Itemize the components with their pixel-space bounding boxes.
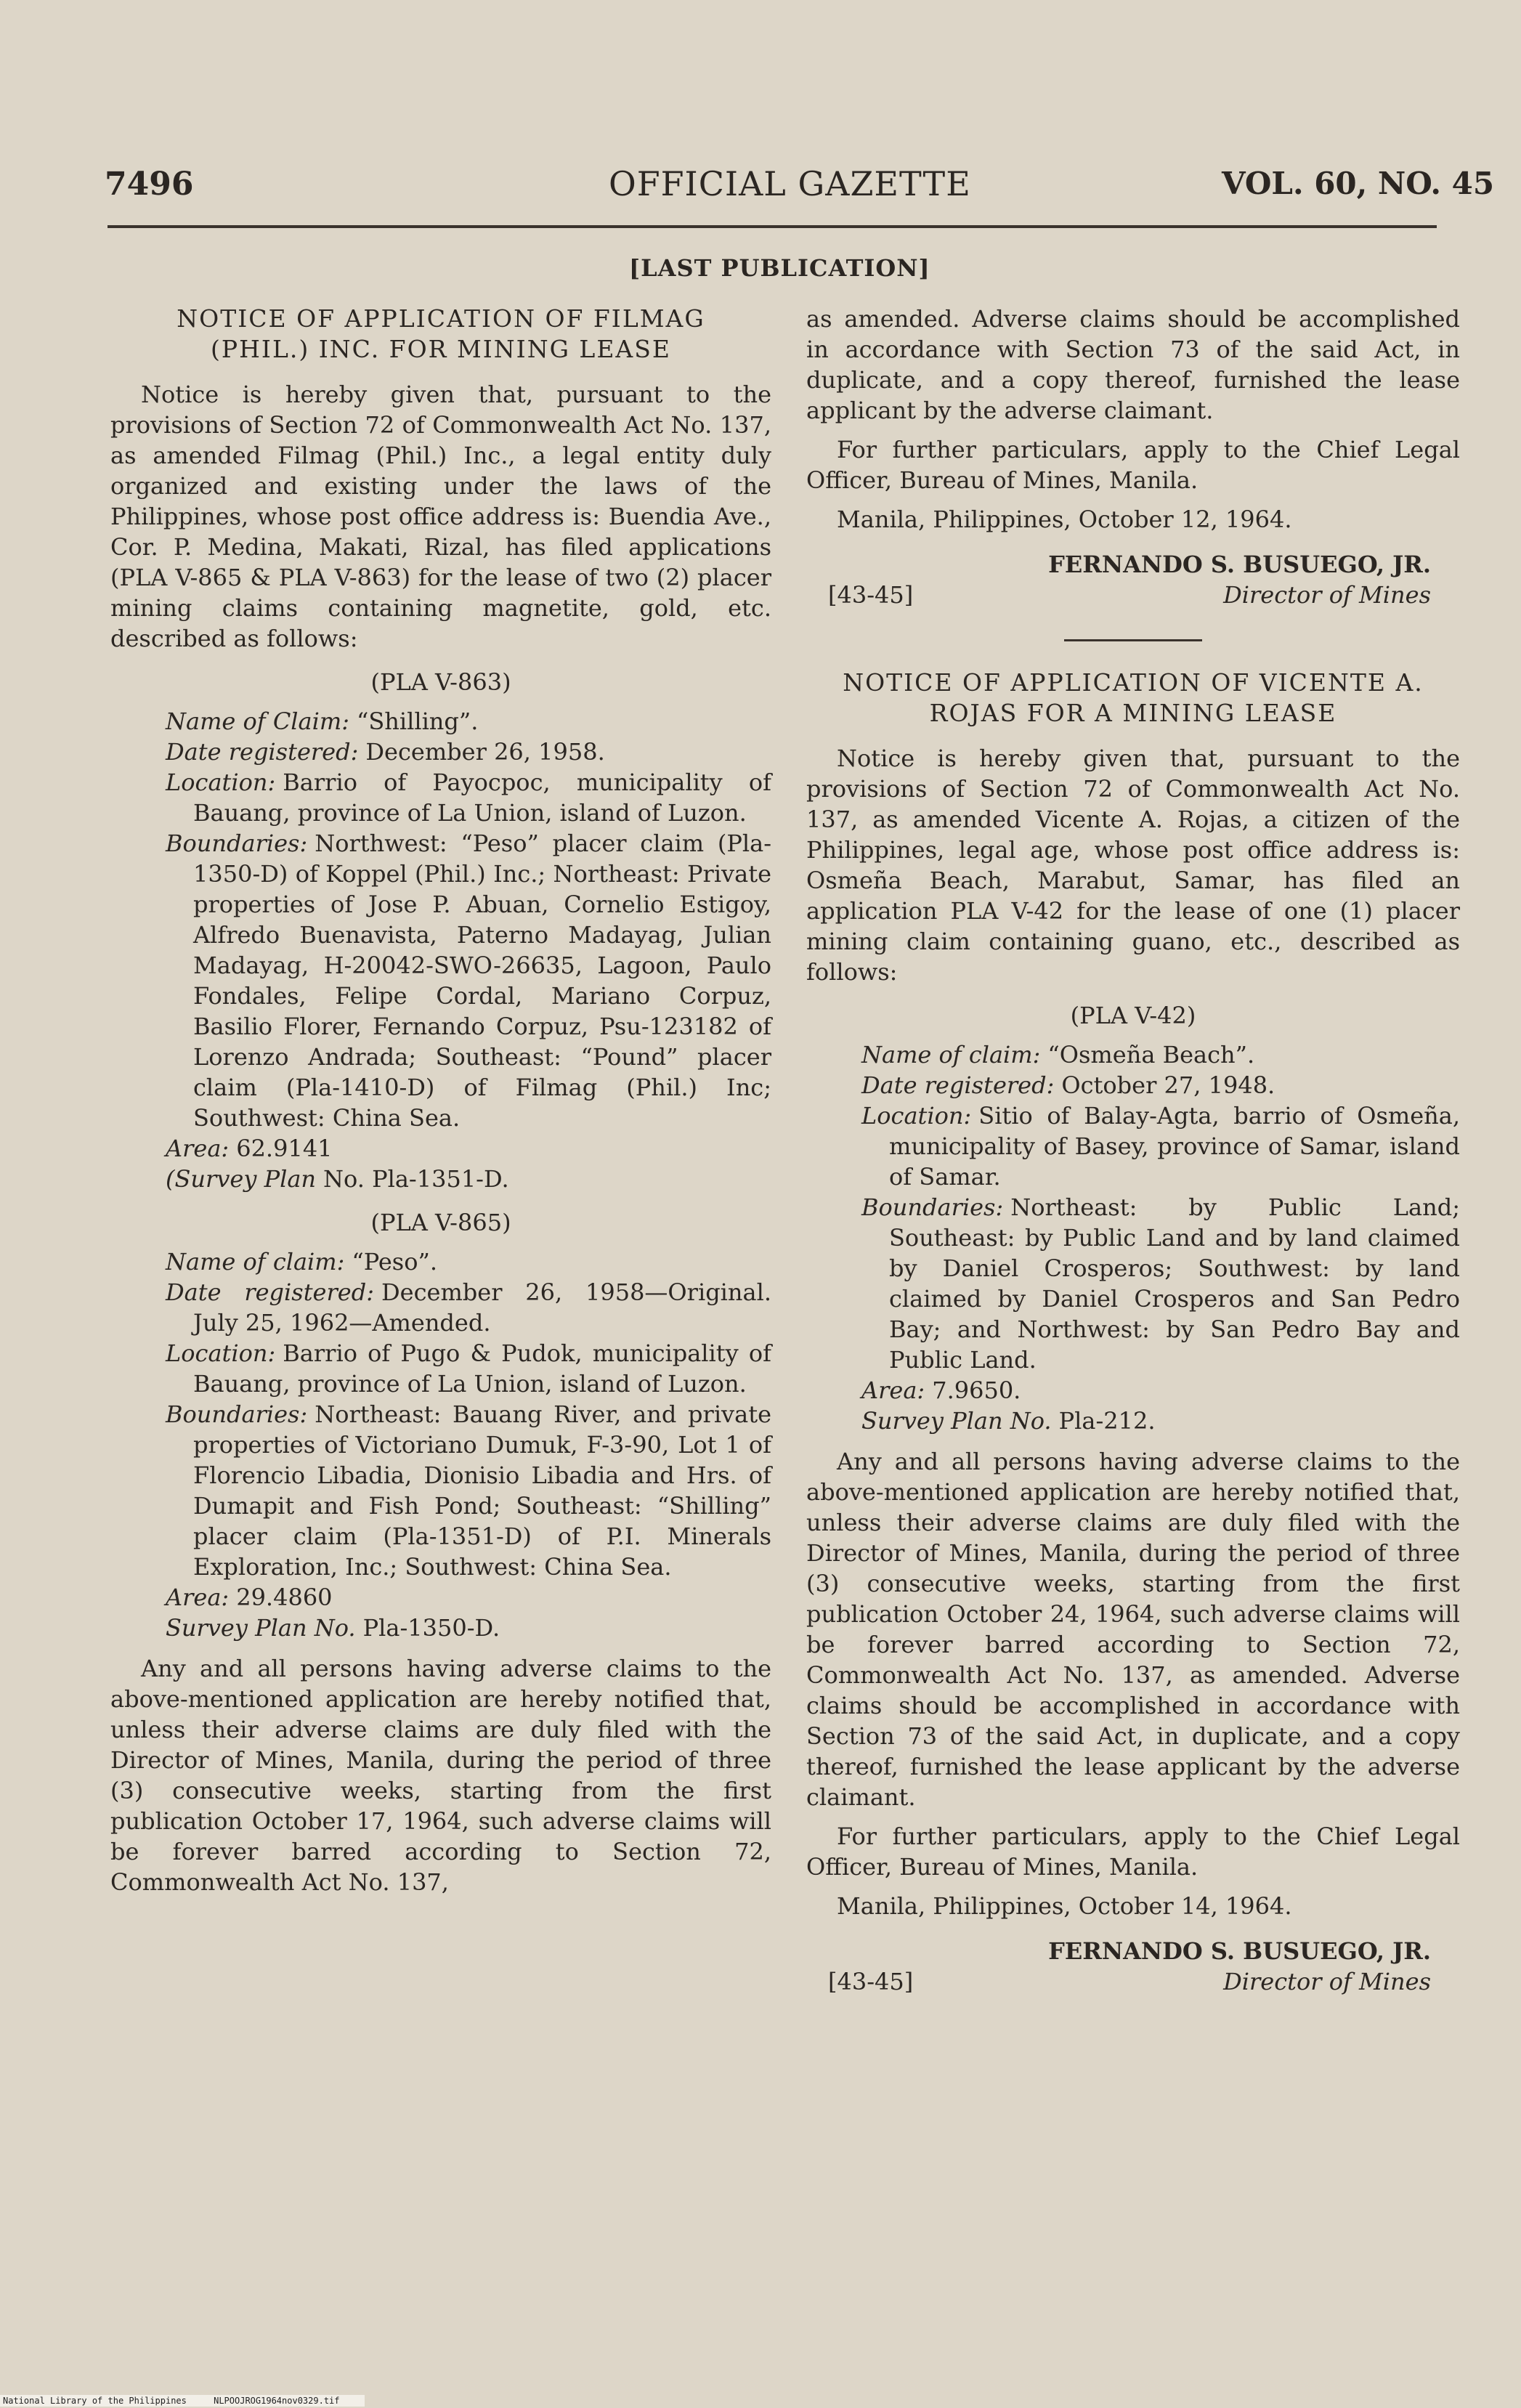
claim-survey-label: Survey Plan No. — [861, 1407, 1052, 1435]
notice1-intro: Notice is hereby given that, pursuant to the provisions of Section 72 of Commonwealth Act No. 137, as amended Filmag (Phil.) Inc., a legal entity duly organized and existing under the laws of the Philippines, whose post office address is: Buendia Ave., Cor. P. Medina, Makati, Rizal, has filed applications (PLA V-865 & PLA V-863) for the lease of two (2) placer mining claims containing magnetite, gold, etc. described as follows: — [110, 381, 771, 652]
scan-footer — [0, 2395, 365, 2407]
claim-survey-label: Survey Plan No. — [166, 1614, 356, 1642]
claim-heading: (PLA V-42) — [1070, 1002, 1196, 1029]
notice2-title-line2: ROJAS FOR A MINING LEASE — [929, 699, 1337, 727]
claim-name-label: Name of claim: — [861, 1041, 1041, 1069]
claim-area — [861, 1375, 1460, 1406]
notice2-title-line1: NOTICE OF APPLICATION OF VICENTE A. — [843, 668, 1424, 697]
claim-location-label: Location: — [166, 769, 276, 796]
claim-area-value: 29.4860 — [236, 1584, 333, 1611]
claim-name-label: Name of claim: — [166, 1248, 345, 1276]
claim-date-value: October 27, 1948. — [1061, 1071, 1275, 1099]
file-name: NLPOOJROG1964nov0329.tif — [214, 2396, 340, 2406]
claim-date — [861, 1070, 1460, 1100]
issue-range: [43-45] — [828, 1968, 914, 1995]
claim-name-value: “Osmeña Beach”. — [1047, 1041, 1255, 1069]
claim-survey-value: Pla-212. — [1058, 1407, 1156, 1435]
claim-date-label: Date registered: — [861, 1071, 1055, 1099]
claim-location-value: Sitio of Balay-Agta, barrio of Osmeña, municipality of Basey, province of Samar, island of Samar. — [889, 1102, 1460, 1191]
notice-separator — [1064, 639, 1202, 641]
claim-boundaries-label: Boundaries: — [861, 1193, 1004, 1221]
claim-name-value: “Shilling”. — [356, 708, 479, 735]
notice1-adverse-claims: Any and all persons having adverse claims to the above-mentioned application are hereby notified that, unless their adverse claims are duly filed with the Director of Mines, Manila, during the period of three (3) consecutive weeks, starting from the first publication October 17, 1964, such adverse claims will be forever barred according to Section 72, Commonwealth Act No. 137, — [110, 1655, 771, 1896]
claim-area-label: Area: — [861, 1377, 925, 1404]
claim-area — [166, 1133, 771, 1164]
signer-name: FERNANDO S. BUSUEGO, JR. — [1048, 1937, 1431, 1965]
claim-heading: (PLA V-863) — [370, 668, 511, 696]
claim-date — [166, 1277, 771, 1338]
claim-date-value: December 26, 1958—Original. July 25, 1962—Amended. — [193, 1278, 772, 1337]
notice1-title-line1: NOTICE OF APPLICATION OF FILMAG — [177, 304, 705, 333]
claim-location-value: Barrio of Payocpoc, municipality of Bauang, province of La Union, island of Luzon. — [193, 769, 771, 827]
last-publication-label: [LAST PUBLICATION] — [629, 254, 930, 282]
notice1-particulars: For further particulars, apply to the Chief Legal Officer, Bureau of Mines, Manila. — [806, 436, 1460, 494]
claim-location-value: Barrio of Pugo & Pudok, municipality of Bauang, province of La Union, island of Luzon. — [193, 1339, 771, 1398]
notice1-adverse-continued: as amended. Adverse claims should be accomplished in accordance with Section 73 of the said Act, in duplicate, and a copy thereof, furnished the lease applicant by the adverse claimant. — [806, 305, 1460, 424]
claim-area-value: 62.9141 — [236, 1135, 333, 1162]
claim-location-label: Location: — [861, 1102, 972, 1130]
claim-location-label: Location: — [166, 1339, 276, 1367]
volume-number: VOL. 60, NO. 45 — [1222, 166, 1495, 201]
publication-title: OFFICIAL GAZETTE — [609, 164, 971, 203]
claim-boundaries-value: Northeast: Bauang River, and private properties of Victoriano Dumuk, F-3-90, Lot 1 of Florencio Libadia, Dionisio Libadia and Hrs. of Dumapit and Fish Pond; Southeast: “Shilling” placer claim (Pla-1351-D) of P.I. Minerals Exploration, Inc.; Southwest: China Sea. — [193, 1400, 771, 1581]
notice2-intro: Notice is hereby given that, pursuant to the provisions of Section 72 of Commonwealth Act No. 137, as amended Vicente A. Rojas, a citizen of the Philippines, legal age, whose post office address is: Osmeña Beach, Marabut, Samar, has filed an application PLA V-42 for the lease of one (1) placer mining claim containing guano, etc., described as follows: — [806, 745, 1460, 986]
claim-location — [861, 1100, 1460, 1192]
claim-date — [166, 737, 771, 767]
signer-title: Director of Mines — [1223, 581, 1431, 609]
claim-area-value: 7.9650. — [932, 1377, 1021, 1404]
claim-date-label: Date registered: — [166, 738, 359, 766]
signer-title: Director of Mines — [1223, 1968, 1431, 1995]
claim-boundaries — [166, 828, 771, 1133]
notice1-signature — [806, 549, 1460, 615]
claim-name — [166, 706, 771, 737]
notice1-date: Manila, Philippines, October 12, 1964. — [837, 506, 1292, 533]
claim-boundaries-value: Northwest: “Peso” placer claim (Pla-1350-D) of Koppel (Phil.) Inc.; Northeast: Private properties of Jose P. Abuan, Cornelio Estigoy, Alfredo Buenavista, Paterno Madayag, Julian Madayag, H-20042-SWO-26635, Lagoon, Paulo Fondales, Felipe Cordal, Mariano Corpuz, Basilio Florer, Fernando Corpuz, Psu-123182 of Lorenzo Andrada; Southeast: “Pound” placer claim (Pla-1410-D) of Filmag (Phil.) Inc; Southwest: China Sea. — [193, 830, 771, 1132]
notice1-title — [110, 304, 771, 365]
notice1-title-line2: (PHIL.) INC. FOR MINING LEASE — [211, 335, 671, 363]
claim-survey — [166, 1164, 771, 1194]
claim-boundaries-value: Northeast: by Public Land; Southeast: by Public Land and by land claimed by Daniel Crosperos; Southwest: by land claimed by Daniel Crosperos and San Pedro Bay; and Northwest: by San Pedro Bay and Public Land. — [889, 1193, 1460, 1374]
claim-name-label: Name of Claim: — [166, 708, 349, 735]
claim-date-value: December 26, 1958. — [365, 738, 605, 766]
notice2-particulars: For further particulars, apply to the Chief Legal Officer, Bureau of Mines, Manila. — [806, 1823, 1460, 1881]
claim-boundaries — [861, 1192, 1460, 1375]
claim-survey-value: No. Pla-1351-D. — [323, 1165, 509, 1193]
claim-heading: (PLA V-865) — [370, 1209, 511, 1236]
claim-boundaries — [166, 1399, 771, 1582]
claim-location — [166, 1338, 771, 1399]
left-column — [110, 304, 771, 1906]
claim-area-label: Area: — [166, 1135, 230, 1162]
claim-survey-label: (Survey Plan — [166, 1165, 317, 1193]
right-column — [806, 304, 1460, 2001]
claim-survey — [861, 1406, 1460, 1436]
notice2-adverse-claims: Any and all persons having adverse claims to the above-mentioned application are hereby notified that, unless their adverse claims are duly filed with the Director of Mines, Manila, during the period of three (3) consecutive weeks, starting from the first publication October 24, 1964, such adverse claims will be forever barred according to Section 72, Commonwealth Act No. 137, as amended. Adverse claims should be accomplished in accordance with Section 73 of the said Act, in duplicate, and a copy thereof, furnished the lease applicant by the adverse claimant. — [806, 1448, 1460, 1811]
claim-name — [861, 1039, 1460, 1070]
claim-survey — [166, 1613, 771, 1643]
header-rule — [108, 225, 1437, 228]
signer-name: FERNANDO S. BUSUEGO, JR. — [1048, 551, 1431, 578]
notice2-title — [806, 668, 1460, 729]
claim-date-label: Date registered: — [166, 1278, 374, 1306]
notice2-signature — [806, 1936, 1460, 2001]
claim-location — [166, 767, 771, 828]
claim-name — [166, 1246, 771, 1277]
claim-area — [166, 1582, 771, 1613]
claim-area-label: Area: — [166, 1584, 230, 1611]
claim-boundaries-label: Boundaries: — [166, 830, 308, 857]
issue-range: [43-45] — [828, 581, 914, 609]
library-name: National Library of the Philippines — [3, 2396, 187, 2406]
page-number: 7496 — [105, 166, 194, 203]
claim-survey-value: Pla-1350-D. — [362, 1614, 500, 1642]
claim-name-value: “Peso”. — [352, 1248, 438, 1276]
notice2-date: Manila, Philippines, October 14, 1964. — [837, 1892, 1292, 1920]
claim-boundaries-label: Boundaries: — [166, 1400, 308, 1428]
